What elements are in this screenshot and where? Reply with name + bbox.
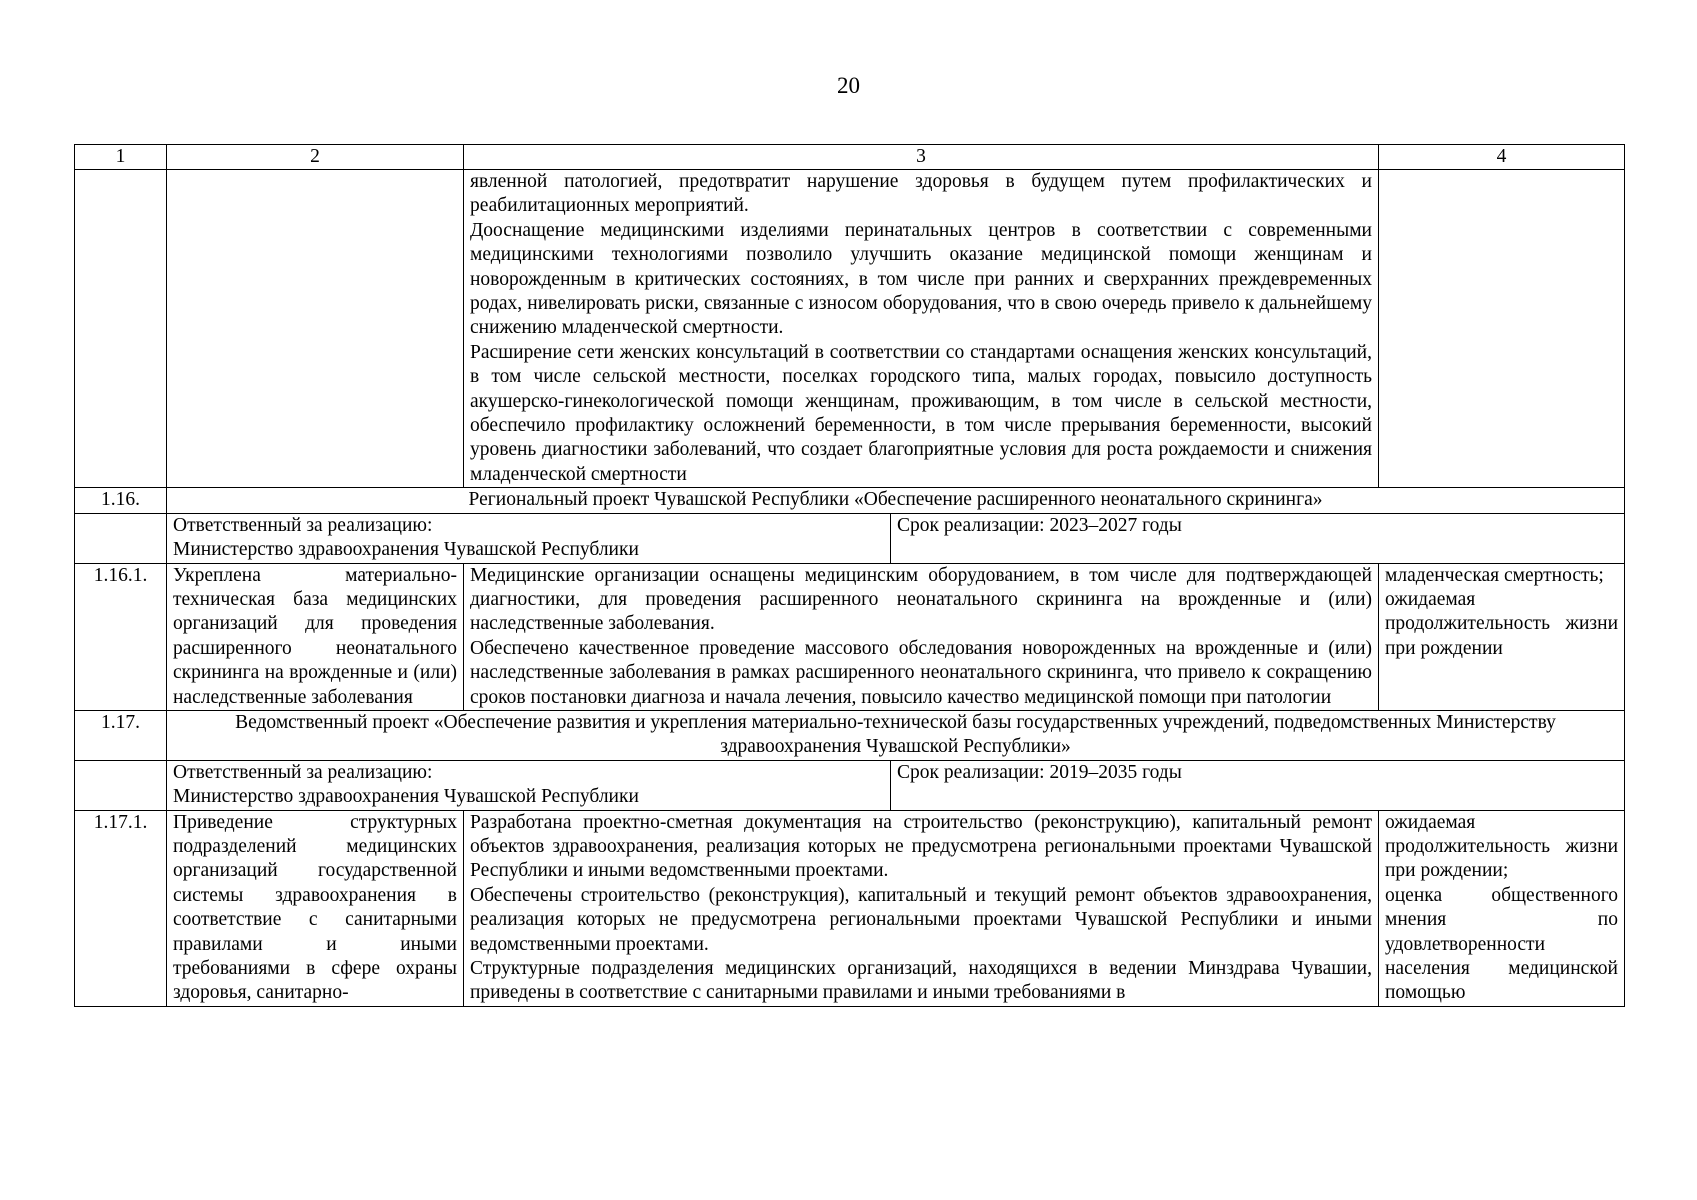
period-cell: Срок реализации: 2019–2035 годы (891, 760, 1625, 810)
item-task: Приведение структурных подразделений медицинских организаций государственной системы здравоохранения в соответствие с санитарными правилами и иными требованиями в сфере охраны здоровья, санитарно- (167, 810, 464, 1006)
item-task: Укреплена материально-техническая база медицинских организаций для проведения расширенного неонатального скрининга на врожденные и (или) наследственные заболевания (167, 563, 464, 710)
item-row (75, 563, 1625, 710)
column-header-row (75, 145, 1625, 170)
result-paragraph: Медицинские организации оснащены медицинским оборудованием, в том числе для подтверждающей диагностики, для проведения расширенного неонатального скрининга на врожденные и (или) наследственные заболевания. (470, 564, 1372, 635)
continuation-paragraph: явленной патологией, предотвратит нарушение здоровья в будущем путем профилактических и реабилитационных мероприятий. (470, 171, 1372, 217)
column-header-1: 1 (75, 145, 167, 170)
result-paragraph: Обеспечено качественное проведение массового обследования новорожденных на врожденные и (или) наследственные заболевания в рамках расширенного неонатального скрининга, что привело к сокращению сроков постановки диагноза и начала лечения, повысило качество медицинской помощи при патологии (470, 637, 1372, 708)
indicator: ожидаемая продолжительность жизни при рождении; (1385, 811, 1618, 882)
section-title-row (75, 710, 1625, 760)
section-number: 1.17. (75, 710, 167, 760)
column-header-4: 4 (1379, 145, 1625, 170)
section-number: 1.16. (75, 488, 167, 513)
item-row (75, 810, 1625, 1006)
continuation-row (75, 170, 1625, 488)
responsible-label: Ответственный за реализацию: (173, 514, 433, 536)
period-cell: Срок реализации: 2023–2027 годы (891, 513, 1625, 563)
section-title: Региональный проект Чувашской Республики «Обеспечение расширенного неонатального скрининга» (167, 488, 1625, 513)
section-title-row (75, 488, 1625, 513)
responsible-label: Ответственный за реализацию: (173, 761, 433, 783)
column-header-3: 3 (464, 145, 1379, 170)
item-number: 1.17.1. (75, 810, 167, 1006)
item-results (464, 810, 1379, 1006)
section-title: Ведомственный проект «Обеспечение развития и укрепления материально-технической базы государственных учреждений, подведомственных Министерству здравоохранения Чувашской Республики» (167, 710, 1625, 760)
program-table (74, 144, 1625, 1007)
responsible-value: Министерство здравоохранения Чувашской Республики (173, 539, 639, 561)
continuation-text (464, 170, 1379, 488)
item-results (464, 563, 1379, 710)
page-number: 20 (837, 73, 860, 98)
section-meta-row (75, 760, 1625, 810)
section-meta-row (75, 513, 1625, 563)
continuation-paragraph: Расширение сети женских консультаций в соответствии со стандартами оснащения женских консультаций, в том числе сельской местности, поселках городского типа, малых городах, повысило доступность акушерско-гинекологической помощи женщинам, проживающим, в том числе в сельской местности, обеспечило профилактику осложнений беременности, в том числе прерывания беременности, высокий уровень диагностики заболеваний, что создает благоприятные условия для роста рождаемости и снижения младенческой смертности (470, 341, 1372, 485)
indicator: оценка общественного мнения по удовлетворенности населения медицинской помощью (1385, 884, 1618, 1004)
indicator: младенческая смертность; (1385, 564, 1604, 586)
continuation-paragraph: Дооснащение медицинскими изделиями перинатальных центров в соответствии с современными медицинскими технологиями позволило улучшить оказание медицинской помощи женщинам и новорожденным в критических состояниях, в том числе при ранних и сверхранних преждевременных родах, нивелировать риски, связанные с износом оборудования, что в свою очередь привело к дальнейшему снижению младенческой смертности. (470, 219, 1372, 339)
result-paragraph: Структурные подразделения медицинских организаций, находящихся в ведении Минздрава Чувашии, приведены в соответствие с санитарными правилами и иными требованиями в (470, 958, 1372, 1004)
responsible-cell (167, 760, 891, 810)
result-paragraph: Обеспечены строительство (реконструкция), капитальный и текущий ремонт объектов здравоохранения, реализация которых не предусмотрена региональными проектами Чувашской Республики и иными ведомственными проектами. (470, 884, 1372, 955)
item-indicators (1379, 810, 1625, 1006)
item-indicators (1379, 563, 1625, 710)
column-header-2: 2 (167, 145, 464, 170)
result-paragraph: Разработана проектно-сметная документация на строительство (реконструкцию), капитальный ремонт объектов здравоохранения, реализация которых не предусмотрена региональными проектами Чувашской Республики и иными ведомственными проектами. (470, 811, 1372, 882)
responsible-value: Министерство здравоохранения Чувашской Республики (173, 786, 639, 808)
item-number: 1.16.1. (75, 563, 167, 710)
responsible-cell (167, 513, 891, 563)
indicator: ожидаемая продолжительность жизни при рождении (1385, 588, 1618, 659)
